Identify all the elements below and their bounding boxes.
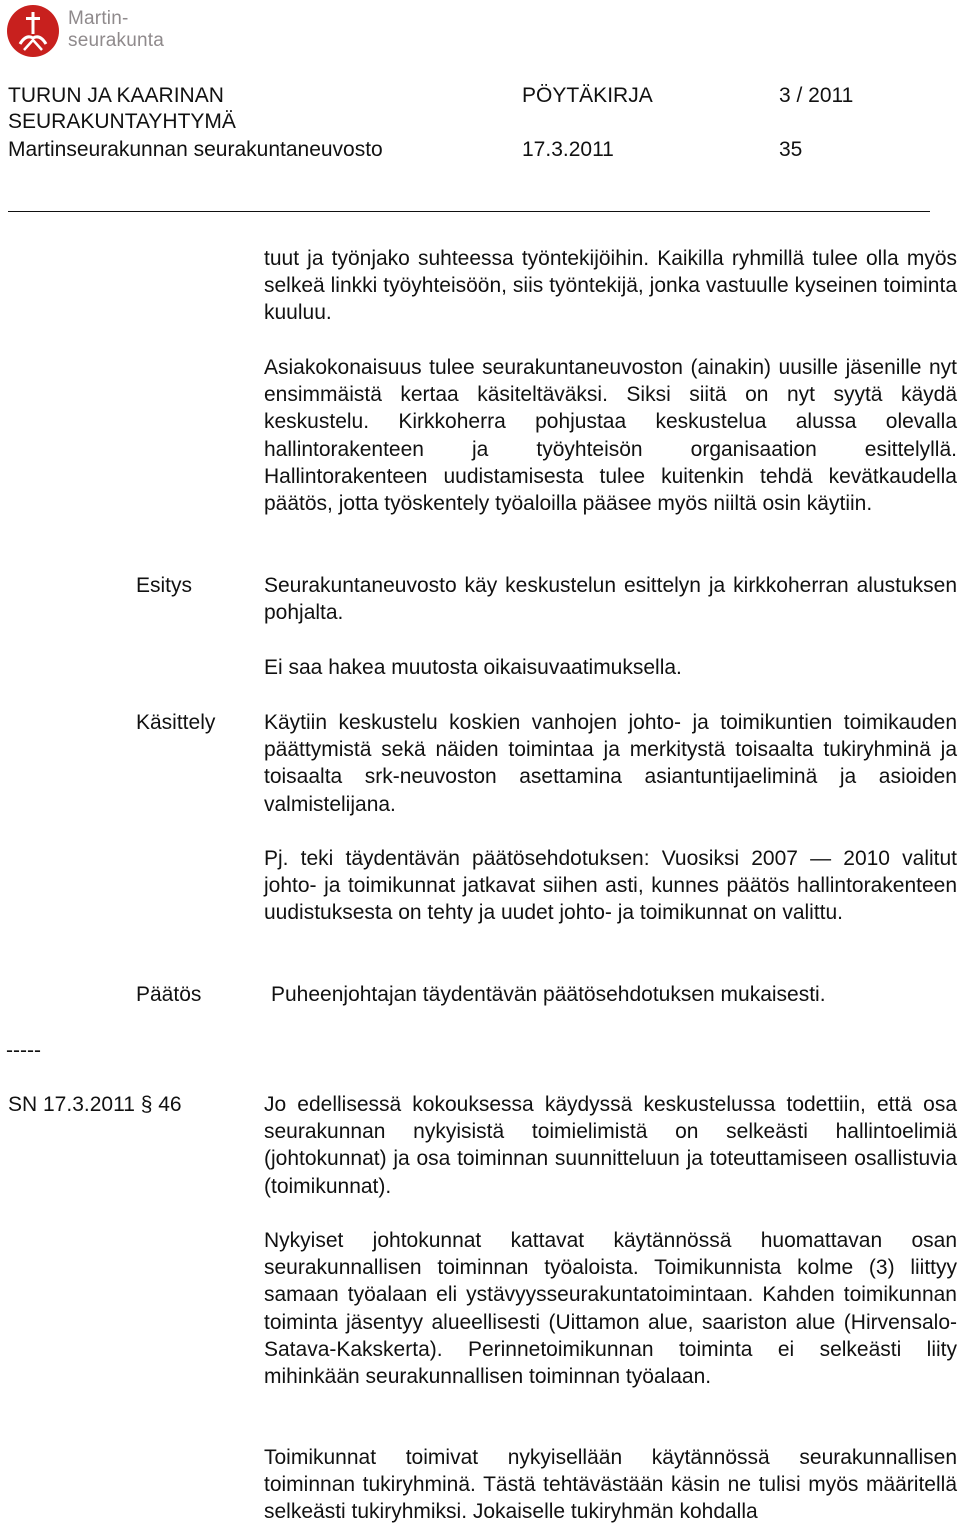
church-seal-icon [6, 4, 60, 58]
doc-type: PÖYTÄKIRJA [522, 84, 653, 107]
section46-paragraph-1: Jo edellisessä kokouksessa käydyssä keskustelussa todettiin, että osa seurakunnan nykyisistä toimielimistä on selkeästi hallintoelimiä (johtokunnat) ja osa toiminnan suunnitteluun ja toteuttamiseen osallistuvia (toimikunnat). [264, 1093, 957, 1198]
chair-proposal-text: Pj. teki täydentävän päätösehdotuksen: Vuosiksi 2007 — 2010 valitut johto- ja toimikunnat jatkavat siihen asti, kunnes päätös hallintorakenteen uudistuksesta on tehty ja uudet johto- ja toimikunnat on valittu. [264, 847, 957, 925]
section45-paragraph-2: Asiakokonaisuus tulee seurakuntaneuvoston (ainakin) uusille jäsenille nyt ensimmäistä kertaa käsiteltäväksi. Siksi siitä on nyt syytä käydä keskustelu. Kirkkoherra pohjustaa keskustelua alussa olevalla hallintorakenteen ja työyhteisön organisaation esittelyllä. Hallintorakenteen uudistamisesta tulee kuitenkin tehdä kevätkaudella päätös, jotta työskentely työaloilla pääsee myös niiltä osin käytiin. [264, 356, 957, 516]
logo-line-2: seurakunta [68, 30, 165, 51]
esitys-label: Esitys [136, 574, 193, 597]
page-number: 35 [779, 138, 803, 161]
section46-paragraph-2: Nykyiset johtokunnat kattavat käytännössä huomattavan osan seurakunnallisen toiminnan työaloista. Toimikunnista kolme (3) liittyy samaan työalaan eli ystävyysseurakuntatoimintaan. Kahden toimikunnan toiminta jäsentyy alueellisesti (Uittamon alue, saariston alue (Hirvensalo-Satava-Kakskerta). Perinnetoimikunnan toiminta ei selkeästi liity mihinkään seurakunnallisen toiminnan työalaan. [264, 1229, 957, 1389]
section45-paragraph-1: tuut ja työnjako suhteessa työntekijöihin. Kaikilla ryhmillä tulee olla myös selkeä linkki työyhteisöön, siis työntekijä, jonka vastuulle kyseinen toiminta kuuluu. [264, 247, 957, 325]
doc-number: 3 / 2011 [779, 84, 854, 107]
paatos-label: Päätös [136, 983, 202, 1006]
section-separator: ----- [6, 1039, 41, 1062]
meeting-date: 17.3.2011 [522, 138, 614, 161]
section46-reference: SN 17.3.2011 § 46 [8, 1093, 182, 1116]
appeal-note: Ei saa hakea muutosta oikaisuvaatimuksella. [264, 656, 682, 679]
section46-paragraph-3: Toimikunnat toimivat nykyisellään käytännössä seurakunnallisen toiminnan tukiryhminä. Tästä tehtävästään käsin ne tulisi myös määritellä selkeästi tukiryhmiksi. Jokaiselle tukiryhmän kohdalla [264, 1446, 957, 1524]
org-name-line-2: SEURAKUNTAYHTYMÄ [8, 110, 236, 133]
body-name: Martinseurakunnan seurakuntaneuvosto [8, 138, 383, 161]
esitys-text: Seurakuntaneuvosto käy keskustelun esittelyn ja kirkkoherran alustuksen pohjalta. [264, 574, 957, 625]
header-divider [8, 211, 930, 212]
org-name-line-1: TURUN JA KAARINAN [8, 84, 224, 107]
paatos-text: Puheenjohtajan täydentävän päätösehdotuksen mukaisesti. [271, 983, 826, 1006]
kasittely-text: Käytiin keskustelu koskien vanhojen johto- ja toimikuntien toimikauden päättymistä sekä näiden toimintaa ja merkitystä toisaalta tukiryhminä ja toisaalta srk-neuvoston asettamina asiantuntijaeliminä ja asioiden valmistelijana. [264, 711, 957, 816]
logo-line-1: Martin- [68, 8, 129, 29]
kasittely-label: Käsittely [136, 711, 216, 734]
martinseurakunta-logo [6, 4, 196, 58]
logo-wordmark [68, 8, 164, 52]
